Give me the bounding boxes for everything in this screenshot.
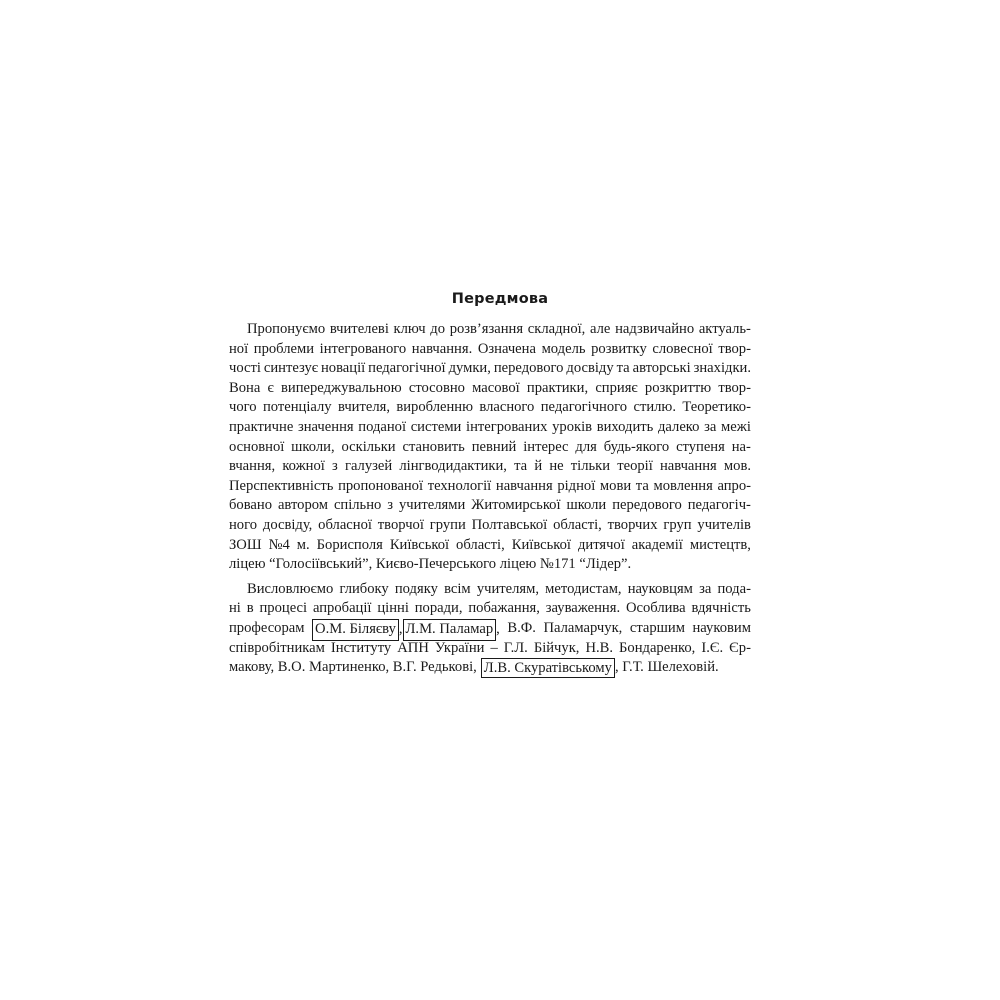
paragraph-1-line-9-word: технології (427, 477, 492, 494)
paragraph-1-line-2-word: ної (229, 340, 249, 357)
paragraph-1-line-3-word: синтезує (263, 360, 319, 377)
paragraph-1-line-5-word: власного (479, 399, 535, 416)
paragraph-1-line-7-word: певний (471, 438, 517, 455)
paragraph-2-line-1-word: науковцям (627, 580, 693, 597)
paragraph-2-line-1-word: глибоку (339, 580, 389, 597)
paragraph-1-line-8-word: лінгводидактики, (399, 458, 507, 475)
paragraph-2-line-2-word: ні (229, 600, 241, 617)
paragraph-2-line-4-word: Інституту (330, 639, 392, 656)
paragraph-1-line-6-word: поданої (358, 418, 407, 435)
paragraph-1-line-3-word: чості (229, 360, 261, 377)
paragraph-1-line-7-word: будь-якого (603, 438, 670, 455)
paragraph-1-line-2-word: твор- (718, 340, 751, 357)
paragraph-2-line-2-word: в (246, 600, 254, 617)
paragraph-2-line-4-word: Н.В. (585, 639, 614, 656)
paragraph-1-line-2-word: Означена (477, 340, 536, 357)
paragraph-2-line-4 (229, 639, 751, 659)
comma-after-palamar: , (496, 620, 500, 637)
word-initials-vf: В.Ф. (507, 619, 536, 636)
paragraph-2-line-4-word: Бондаренко, (619, 639, 696, 656)
paragraph-1-line-8-word: й (534, 458, 543, 475)
paragraph-1-line-7-word: інтерес (523, 438, 569, 455)
paragraph-1-line-6-word: межі (721, 418, 751, 435)
paragraph-1-line-13 (229, 555, 751, 575)
paragraph-1-line-10-word: педагогіч- (687, 497, 751, 514)
paragraph-2-line-1-word: учителям, (476, 580, 539, 597)
paragraph-2-line-2-word: вдячність (691, 600, 751, 617)
paragraph-2-line-4-word: АПН (397, 639, 429, 656)
paragraph-1-line-10-word: школи (566, 497, 607, 514)
paragraph-1-line-3-word: та (616, 360, 630, 377)
paragraph-1-line-1-word: актуаль- (698, 321, 751, 337)
paragraph-1-line-7-word: оскільки (341, 438, 396, 455)
paragraph-2-line-1-word: всім (444, 580, 471, 597)
paragraph-2-line-5 (229, 658, 751, 678)
paragraph-1-line-9-word: Перспективність (229, 477, 334, 494)
paragraph-1-line-10 (229, 496, 751, 516)
paragraph-1-line-12-word: Борисполя (316, 536, 383, 553)
paragraph-1-line-7-word: становить (402, 438, 465, 455)
paragraph-1-line-11-word: досвіду, (262, 516, 313, 533)
paragraph-1-line-2 (229, 340, 751, 360)
paragraph-1-line-8 (229, 457, 751, 477)
paragraph-1-line-9-word: мови (599, 477, 632, 494)
paragraph-2-line-4-word: співробітникам (229, 639, 325, 656)
paragraph-1-line-1 (229, 320, 751, 340)
paragraph-1-line-11-word: учителів (697, 516, 751, 533)
paragraph-2 (229, 580, 751, 678)
paragraph-1-line-10-word: учителями (398, 497, 466, 514)
paragraph-1-line-4 (229, 379, 751, 399)
word-senior: старшим (629, 619, 685, 636)
paragraph-2-line-4-word: – (490, 639, 498, 656)
paragraph-2-line-1-word: за (699, 580, 712, 597)
paragraph-1-line-5-word: стилю. (633, 399, 676, 416)
paragraph-1-line-7-word: ступеня (676, 438, 725, 455)
paragraph-1-line-11-word: творчих (607, 516, 658, 533)
paragraph-1-line-2-word: розвитку (591, 340, 647, 357)
paragraph-1-line-10-word: Житомирської (471, 497, 561, 514)
paragraph-1-line-3 (229, 359, 751, 379)
paragraph-1-line-10-word: з (387, 497, 394, 514)
paragraph-1-line-10-word: передового (612, 497, 682, 514)
framed-names-group (312, 619, 500, 639)
paragraph-2-line-5-suffix: , Г.Т. Шелеховій. (614, 659, 719, 676)
paragraph-1-line-8-word: тільки (570, 458, 611, 475)
paragraph-1-line-11-word: творчої (377, 516, 424, 533)
paragraph-1-line-4-word: сприяє (595, 379, 638, 396)
paragraph-1 (229, 320, 751, 575)
paragraph-2-line-4-word: Бійчук, (533, 639, 580, 656)
paragraph-1-line-4-word: Вона (229, 379, 261, 396)
paragraph-1-line-6-word: інтегрованих (466, 418, 548, 435)
paragraph-1-line-7-word: основної (229, 438, 285, 455)
paragraph-1-line-2-word: словесної (652, 340, 713, 357)
paragraph-1-line-6-word: за (704, 418, 717, 435)
paragraph-1-line-9-word: апро- (717, 477, 751, 494)
paragraph-1-line-11-word: Полтавської (471, 516, 548, 533)
paragraph-1-line-3-word: педагогічної (368, 360, 446, 377)
paragraph-2-line-2-word: процесі (259, 600, 308, 617)
paragraph-2-line-1-word: Висловлюємо (247, 580, 334, 597)
paragraph-1-line-6-word: уроків (552, 418, 593, 435)
paragraph-1-line-4-word: практики, (526, 379, 589, 396)
paragraph-2-line-2-word: апробації (312, 600, 372, 617)
comma-separator: , (398, 620, 403, 637)
framed-name-palamar: Л.М. Паламар (403, 619, 497, 641)
paragraph-1-line-9-word: навчання (495, 477, 553, 494)
paragraph-1-line-10-word: автором (277, 497, 328, 514)
paragraph-1-line-12-word: дитячої (577, 536, 625, 553)
paragraph-1-line-6-word: значення (297, 418, 354, 435)
paragraph-2-line-4-word: України (434, 639, 485, 656)
paragraph-2-line-4-word: Г.Л. (503, 639, 528, 656)
paragraph-1-line-11-word: обласної (318, 516, 372, 533)
paragraph-1-line-8-word: галузей (344, 458, 393, 475)
paragraph-2-line-4-word: Єр- (729, 639, 751, 656)
paragraph-2-line-1-word: методистам, (545, 580, 622, 597)
paragraph-1-line-11-word: групи (429, 516, 466, 533)
paragraph-1-line-5-word: потенціалу (262, 399, 332, 416)
paragraph-1-line-3-word: передового (493, 360, 564, 377)
paragraph-2-line-4-word: І.Є. (701, 639, 724, 656)
paragraph-1-line-7-word: школи, (291, 438, 335, 455)
paragraph-1-line-6-word: виходить (596, 418, 654, 435)
paragraph-1-line-8-word: теорії (617, 458, 653, 475)
professors-prefix: професорам (229, 619, 305, 636)
paragraph-1-line-7 (229, 438, 751, 458)
paragraph-1-line-6 (229, 418, 751, 438)
paragraph-1-line-8-word: мов. (723, 458, 751, 475)
paragraph-1-line-1-word: надзвичайно (615, 321, 695, 337)
paragraph-2-line-2 (229, 599, 751, 619)
paragraph-1-line-12-word: м. (296, 536, 310, 553)
page-title: Передмова (451, 291, 549, 307)
paragraph-2-line-5-prefix: макову, В.О. Мартиненко, В.Г. Редькові, (229, 659, 477, 676)
paragraph-1-line-3-word: авторські (632, 360, 691, 377)
paragraph-2-line-1-word: пода- (717, 580, 751, 597)
framed-name-bilyaev: О.М. Біляєву (312, 619, 399, 641)
paragraph-1-line-8-word: кожної (282, 458, 325, 475)
paragraph-1-line-9-word: рідної (557, 477, 596, 494)
paragraph-1-line-9-word: та (635, 477, 649, 494)
paragraph-1-line-5-word: вчителя, (337, 399, 390, 416)
paragraph-1-line-4-word: твор- (718, 379, 751, 396)
paragraph-1-line-7-word: на- (731, 438, 751, 455)
paragraph-1-line-1-word: складної, (527, 321, 586, 337)
paragraph-1-line-6-word: практичне (229, 418, 294, 435)
paragraph-1-line-2-word: модель (541, 340, 586, 357)
paragraph-1-line-10-word: спільно (333, 497, 382, 514)
word-scientific: науковим (692, 619, 751, 636)
paragraph-1-line-13-text: ліцею “Голосіївський”, Києво-Печерського ліцею №171 “Лідер”. (229, 556, 632, 573)
paragraph-1-line-11-word: груп (663, 516, 692, 533)
paragraph-2-line-2-word: поради, (414, 600, 463, 617)
paragraph-1-line-3-word: знахідки. (693, 360, 751, 377)
paragraph-1-line-1-word: Пропонуємо (247, 321, 326, 337)
paragraph-1-line-2-word: інтегрованого (319, 340, 407, 357)
paragraph-2-line-1 (229, 580, 751, 600)
paragraph-1-line-4-word: є (267, 379, 274, 396)
paragraph-2-line-2-word: зауваження. (545, 600, 621, 617)
paragraph-1-line-3-word: досвіду (566, 360, 614, 377)
paragraph-1-line-6-word: далеко (658, 418, 700, 435)
paragraph-1-line-1-word: до (430, 321, 446, 337)
paragraph-2-line-1-word: подяку (394, 580, 438, 597)
paragraph-1-line-10-word: бовано (229, 497, 273, 514)
body-text (229, 320, 751, 678)
paragraph-1-line-8-word: вчання, (229, 458, 276, 475)
paragraph-1-line-3-word: новації (320, 360, 366, 377)
paragraph-1-line-5-word: Теоретико- (682, 399, 751, 416)
paragraph-1-line-12-word: Київської (389, 536, 450, 553)
paragraph-1-line-5-word: чого (229, 399, 257, 416)
paragraph-1-line-1-word: розв’язання (449, 321, 524, 337)
paragraph-1-line-2-word: проблеми (253, 340, 315, 357)
paragraph-1-line-4-word: випереджувальною (281, 379, 402, 396)
paragraph-1-line-9 (229, 477, 751, 497)
paragraph-1-line-5 (229, 398, 751, 418)
paragraph-1-line-1-word: ключ (393, 321, 426, 337)
paragraph-1-line-8-word: не (549, 458, 564, 475)
paragraph-1-line-12-word: академії (631, 536, 683, 553)
paragraph-1-line-11-word: ного (229, 516, 258, 533)
paragraph-1-line-4-word: розкриттю (644, 379, 712, 396)
paragraph-1-line-11-word: області, (553, 516, 602, 533)
paragraph-1-line-2-word: навчання. (411, 340, 473, 357)
paragraph-1-line-4-word: масової (472, 379, 520, 396)
paragraph-2-line-3 (229, 619, 751, 639)
paragraph-1-line-12 (229, 536, 751, 556)
paragraph-1-line-12-word: №4 (268, 536, 290, 553)
paragraph-1-line-1-word: але (590, 321, 611, 337)
paragraph-1-line-11 (229, 516, 751, 536)
paragraph-1-line-7-word: для (575, 438, 597, 455)
paragraph-1-line-4-word: стосовно (408, 379, 465, 396)
paragraph-1-line-6-word: системи (410, 418, 462, 435)
framed-name-skurativsky: Л.В. Скуратівському (481, 658, 615, 678)
paragraph-1-line-5-word: виробленню (396, 399, 473, 416)
paragraph-1-line-9-word: пропонованої (338, 477, 424, 494)
paragraph-1-line-12-word: області, (456, 536, 505, 553)
paragraph-1-line-12-word: мистецтв, (689, 536, 751, 553)
paragraph-1-line-12-word: ЗОШ (229, 536, 262, 553)
word-palamarchuk: Паламарчук, (543, 619, 623, 636)
paragraph-1-line-12-word: Київської (511, 536, 571, 553)
paragraph-1-line-8-word: навчання (659, 458, 717, 475)
paragraph-1-line-9-word: мовлення (653, 477, 713, 494)
paragraph-1-line-3-word: думки, (448, 360, 491, 377)
paragraph-1-line-5-word: педагогічного (540, 399, 628, 416)
paragraph-2-line-2-word: Особлива (625, 600, 686, 617)
paragraph-1-line-1-word: вчителеві (329, 321, 389, 337)
paragraph-1-line-8-word: з (332, 458, 338, 475)
paragraph-2-line-2-word: побажання, (468, 600, 540, 617)
paragraph-1-line-8-word: та (514, 458, 528, 475)
paragraph-2-line-2-word: цінні (377, 600, 409, 617)
